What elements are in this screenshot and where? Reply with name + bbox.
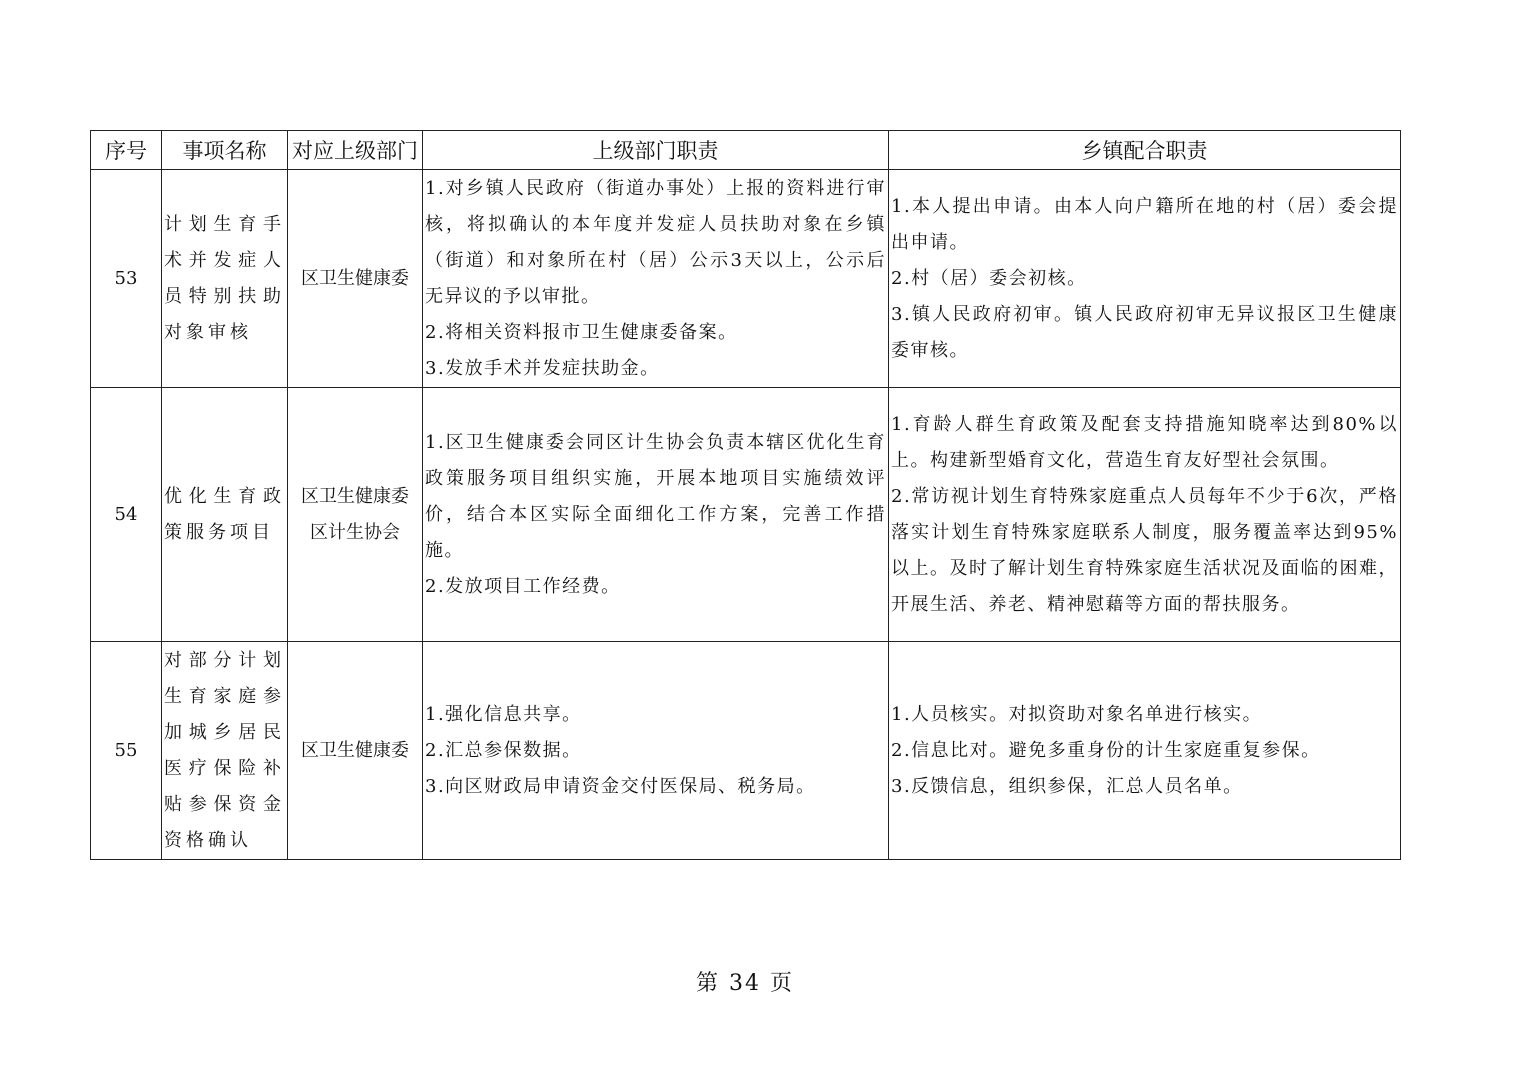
town-duties-cell: [889, 388, 1401, 642]
duty-line: 2.信息比对。避免多重身份的计生家庭重复参保。: [891, 739, 1321, 761]
table-row: [91, 642, 1401, 860]
department-name: 区卫生健康委: [301, 267, 409, 289]
duty-line: 3.反馈信息，组织参保，汇总人员名单。: [891, 775, 1243, 797]
table-header-row: [91, 131, 1401, 170]
header-serial: 序号: [91, 131, 162, 170]
duty-line: 1.强化信息共享。: [425, 703, 582, 725]
upper-duties-cell: [423, 388, 889, 642]
duty-line: 2.村（居）委会初核。: [891, 267, 1087, 289]
duty-line: 2.汇总参保数据。: [425, 739, 582, 761]
duty-line: 1.育龄人群生育政策及配套支持措施知晓率达到80%以上。构建新型婚育文化，营造生育友好型社会氛围。: [891, 413, 1398, 471]
table-row: [91, 388, 1401, 642]
header-town-duties: 乡镇配合职责: [889, 131, 1401, 170]
header-upper-duties: 上级部门职责: [423, 131, 889, 170]
department: [288, 170, 423, 388]
duty-line: 2.常访视计划生育特殊家庭重点人员每年不少于6次，严格落实计划生育特殊家庭联系人制度，服务覆盖率达到95%以上。及时了解计划生育特殊家庭生活状况及面临的困难，开展生活、养老、精神慰藉等方面的帮扶服务。: [891, 485, 1398, 615]
row-number: 55: [91, 642, 162, 860]
page-number: 第 34 页: [696, 971, 794, 996]
table-row: [91, 170, 1401, 388]
department: [288, 388, 423, 642]
duty-line: 2.将相关资料报市卫生健康委备案。: [425, 321, 738, 343]
department: [288, 642, 423, 860]
town-duties-cell: [889, 170, 1401, 388]
item-name: 优化生育政策服务项目: [162, 388, 288, 642]
department-name: 区卫生健康委: [301, 485, 409, 507]
duty-line: 3.向区财政局申请资金交付医保局、税务局。: [425, 775, 816, 797]
item-name: 对部分计划生育家庭参加城乡居民医疗保险补贴参保资金资格确认: [162, 642, 288, 860]
upper-duties-cell: [423, 170, 889, 388]
responsibility-table: [90, 130, 1401, 860]
duty-line: 1.区卫生健康委会同区计生协会负责本辖区优化生育政策服务项目组织实施，开展本地项目实施绩效评价，结合本区实际全面细化工作方案，完善工作措施。: [425, 431, 886, 561]
item-name: 计划生育手术并发症人员特别扶助对象审核: [162, 170, 288, 388]
duty-line: 1.人员核实。对拟资助对象名单进行核实。: [891, 703, 1263, 725]
header-upper-department: 对应上级部门: [288, 131, 423, 170]
row-number: 53: [91, 170, 162, 388]
header-item-name: 事项名称: [162, 131, 288, 170]
duty-line: 1.对乡镇人民政府（街道办事处）上报的资料进行审核，将拟确认的本年度并发症人员扶助对象在乡镇（街道）和对象所在村（居）公示3天以上，公示后无异议的予以审批。: [425, 177, 886, 307]
department-name: 区计生协会: [310, 521, 400, 543]
duty-line: 1.本人提出申请。由本人向户籍所在地的村（居）委会提出申请。: [891, 195, 1398, 253]
upper-duties-cell: [423, 642, 889, 860]
department-name: 区卫生健康委: [301, 739, 409, 761]
duty-line: 3.镇人民政府初审。镇人民政府初审无异议报区卫生健康委审核。: [891, 303, 1398, 361]
duty-line: 3.发放手术并发症扶助金。: [425, 357, 660, 379]
town-duties-cell: [889, 642, 1401, 860]
duty-line: 2.发放项目工作经费。: [425, 575, 621, 597]
row-number: 54: [91, 388, 162, 642]
